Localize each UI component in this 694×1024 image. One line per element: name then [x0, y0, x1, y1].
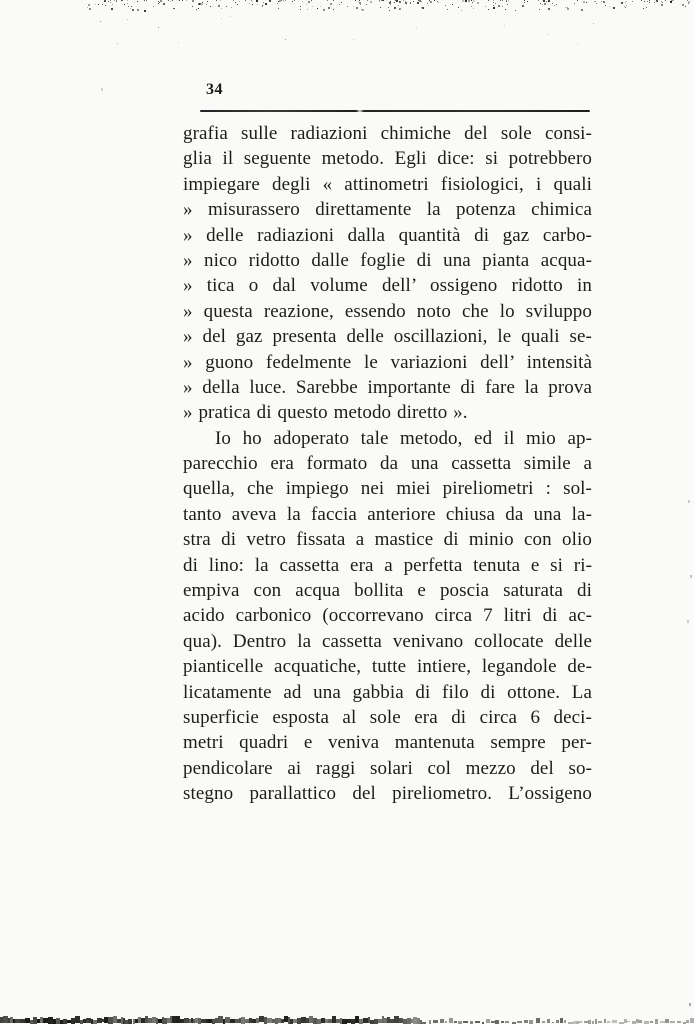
text-line: » tica o dal volume dell’ ossigeno ridotto in	[183, 275, 592, 297]
text-line: pianticelle acquatiche, tutte intiere, legandole de-	[183, 656, 592, 678]
text-line: Io ho adoperato tale metodo, ed il mio ap-	[215, 427, 592, 449]
text-line: pendicolare ai raggi solari col mezzo del so-	[183, 757, 592, 779]
text-line: » della luce. Sarebbe importante di fare la prova	[183, 376, 592, 398]
text-line: » pratica di questo metodo diretto ».	[183, 402, 468, 424]
text-line: » nico ridotto dalle foglie di una pianta acqua-	[183, 249, 592, 271]
text-line: grafia sulle radiazioni chimiche del sole consi-	[183, 123, 592, 144]
text-line: acido carbonico (occorrevano circa 7 litri di ac-	[183, 605, 592, 627]
text-line: metri quadri e veniva mantenuta sempre per-	[183, 732, 592, 754]
text-line: quella, che impiego nei miei pireliometri : sol-	[183, 478, 592, 500]
page-number: 34	[206, 81, 223, 98]
text-line: qua). Dentro la cassetta venivano collocate delle	[183, 630, 592, 652]
text-line: » guono fedelmente le variazioni dell’ intensità	[183, 351, 592, 373]
text-line: » del gaz presenta delle oscillazioni, le quali se-	[183, 326, 592, 348]
text-line: glia il seguente metodo. Egli dice: si potrebbero	[183, 148, 592, 170]
text-line: empiva con acqua bollita e poscia saturata di	[183, 580, 592, 602]
text-line: » misurassero direttamente la potenza chimica	[183, 199, 592, 221]
scan-edge-bottom	[0, 1015, 694, 1024]
text-line: parecchio era formato da una cassetta simile a	[183, 453, 592, 475]
text-line: » delle radiazioni dalla quantità di gaz carbo-	[183, 224, 592, 246]
text-line: licatamente ad una gabbia di filo di ottone. La	[183, 681, 592, 703]
text-line: stra di vetro fissata a mastice di minio con olio	[183, 529, 592, 551]
text-line: » questa reazione, essendo noto che lo sviluppo	[183, 300, 592, 322]
header-rule	[200, 110, 590, 112]
text-line: superficie esposta al sole era di circa 6 deci-	[183, 706, 592, 728]
text-line: impiegare degli « attinometri fisiologici, i quali	[183, 173, 592, 195]
text-line: tanto aveva la faccia anteriore chiusa da una la-	[183, 503, 592, 525]
body-text-block	[183, 121, 592, 807]
scan-noise-top	[0, 0, 694, 50]
text-line: di lino: la cassetta era a perfetta tenuta e si ri-	[183, 554, 592, 576]
text-line: stegno parallattico del pireliometro. L’ossigeno	[183, 783, 592, 805]
